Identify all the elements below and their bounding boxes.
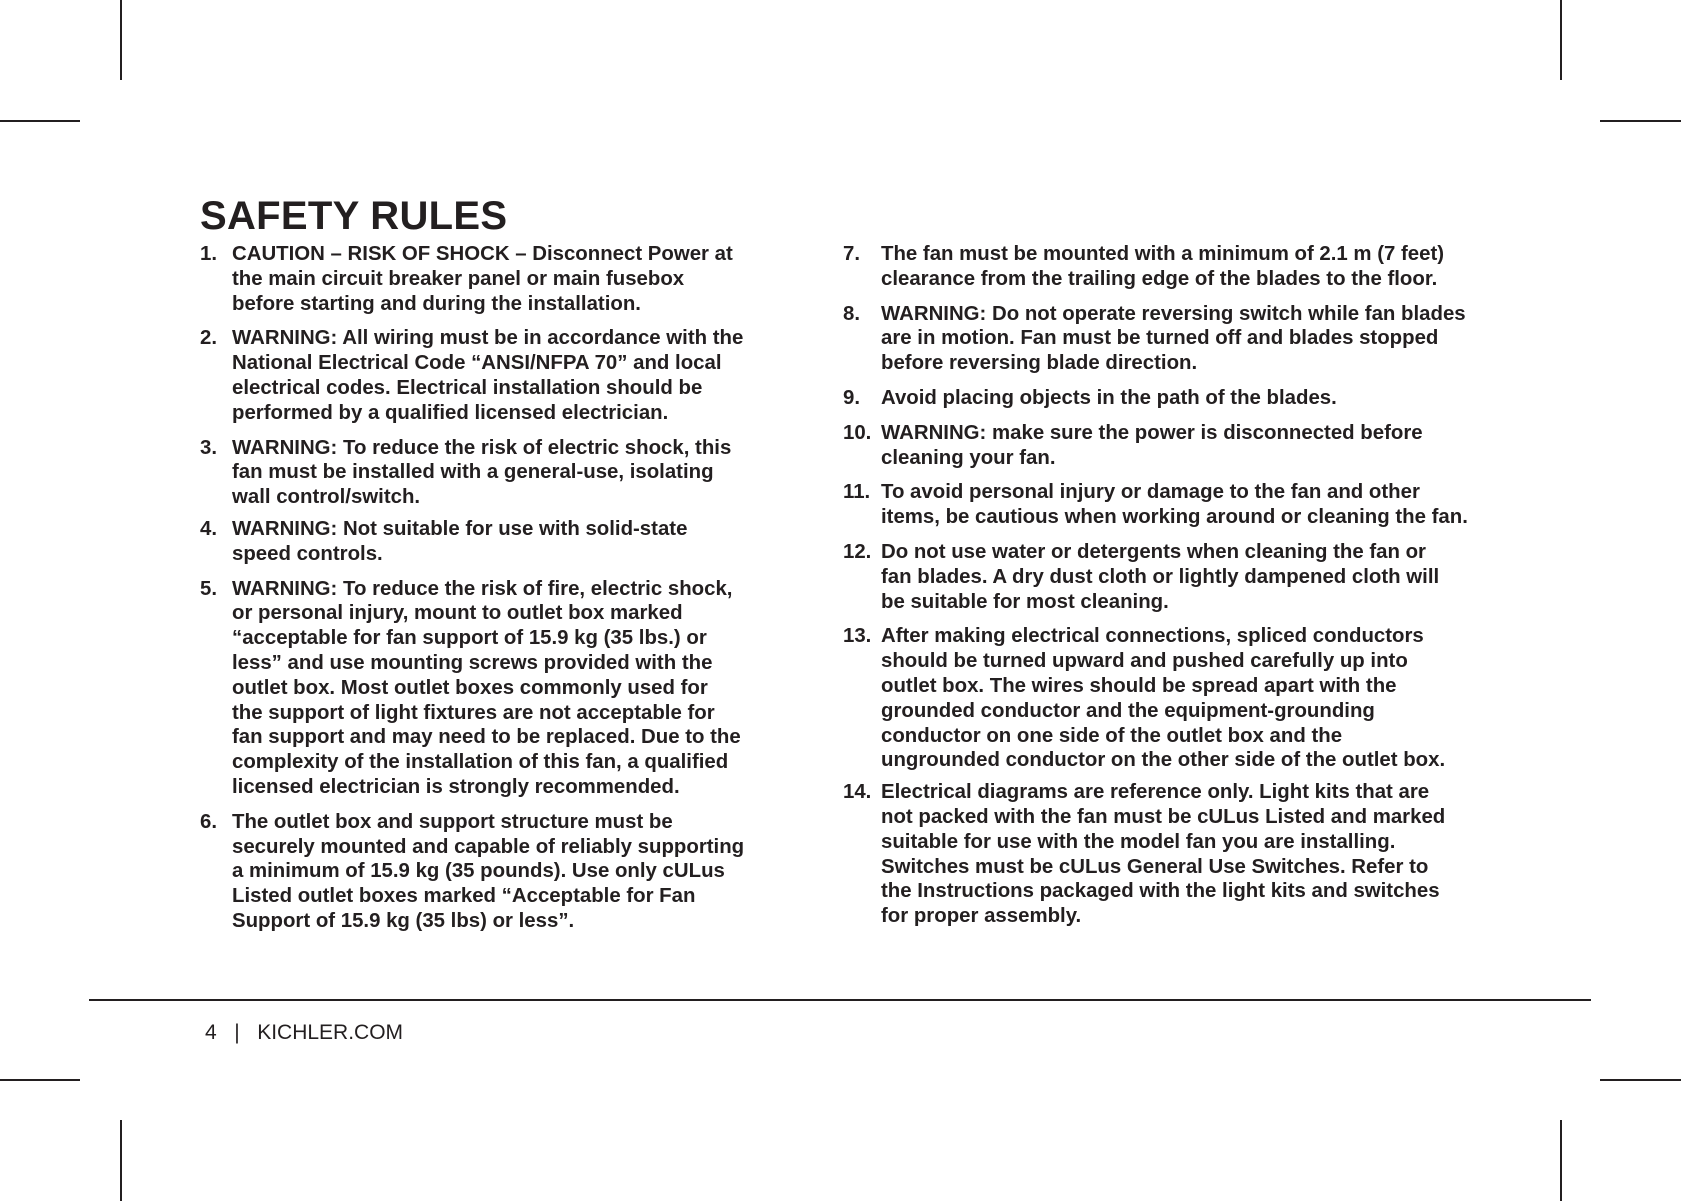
rule-number: 6. <box>200 810 218 833</box>
page-title: SAFETY RULES <box>200 194 508 238</box>
rule-number: 8. <box>843 302 861 325</box>
footer-divider <box>89 999 1591 1001</box>
rule-number: 5. <box>200 577 218 600</box>
safety-rule-item <box>200 242 800 316</box>
rule-number: 10. <box>843 421 872 444</box>
safety-rule-item <box>843 386 1543 411</box>
crop-mark <box>120 0 122 80</box>
page-footer <box>205 1021 403 1045</box>
rule-number: 2. <box>200 327 218 350</box>
rule-text: The outlet box and support structure must be securely mounted and capable of reliably supporting a minimum of 15.9 kg (35 pounds). Use only cULus Listed outlet boxes marked “Acceptable for Fan Support of 15.9 kg (35 lbs) or less”. <box>232 810 745 932</box>
safety-rule-item <box>843 624 1543 773</box>
crop-mark <box>1560 0 1562 80</box>
crop-mark <box>120 1120 122 1201</box>
rule-text: Avoid placing objects in the path of the blades. <box>881 386 1337 409</box>
rule-text: WARNING: All wiring must be in accordance with the National Electrical Code “ANSI/NFPA 70” and local electrical codes. Electrical installation should be performed by a qualified licensed electrician. <box>232 327 744 424</box>
safety-rule-item <box>200 326 800 425</box>
rule-number: 12. <box>843 540 872 563</box>
crop-mark <box>1600 1079 1681 1081</box>
rule-text: The fan must be mounted with a minimum of 2.1 m (7 feet) clearance from the trailing edge of the blades to the floor. <box>881 243 1445 290</box>
safety-rules-left-column <box>200 242 800 934</box>
rule-text: WARNING: To reduce the risk of fire, electric shock, or personal injury, mount to outlet box marked “acceptable for fan support of 15.9 kg (35 lbs.) or less” and use mounting screws provided with the outlet box. Most outlet boxes commonly used for the support of light fixtures are not acceptable for fan support and may need to be replaced. Due to the complexity of the installation of this fan, a qualified licensed electrician is strongly recommended. <box>232 577 741 798</box>
safety-rule-item <box>843 780 1543 929</box>
rule-number: 1. <box>200 243 218 265</box>
rule-number: 7. <box>843 243 861 265</box>
crop-mark <box>0 120 80 122</box>
safety-rule-item <box>843 540 1543 614</box>
safety-rule-item <box>200 577 800 800</box>
rule-text: WARNING: To reduce the risk of electric shock, this fan must be installed with a general-use, isolating wall control/switch. <box>232 436 732 509</box>
rule-number: 13. <box>843 625 872 648</box>
rule-number: 4. <box>200 517 218 540</box>
safety-rule-item <box>843 421 1543 471</box>
rule-number: 11. <box>843 481 871 504</box>
rule-text: WARNING: Not suitable for use with solid-state speed controls. <box>232 517 688 565</box>
safety-rule-item <box>843 480 1543 530</box>
safety-rule-item <box>843 302 1543 376</box>
rule-text: CAUTION – RISK OF SHOCK – Disconnect Power at the main circuit breaker panel or main fusebox before starting and during the installation. <box>232 243 733 315</box>
rule-text: WARNING: make sure the power is disconnected before cleaning your fan. <box>881 421 1423 469</box>
footer-site-link[interactable]: KICHLER.COM <box>257 1021 404 1044</box>
rule-number: 9. <box>843 386 861 409</box>
page-number: 4 <box>205 1021 217 1044</box>
safety-rule-item <box>200 436 800 510</box>
rule-number: 3. <box>200 436 218 459</box>
crop-mark <box>0 1079 80 1081</box>
rule-text: WARNING: Do not operate reversing switch while fan blades are in motion. Fan must be turned off and blades stopped before reversing blade direction. <box>881 302 1466 375</box>
footer-separator: | <box>234 1021 240 1044</box>
safety-rule-item <box>200 517 800 567</box>
crop-mark <box>1600 120 1681 122</box>
rule-number: 14. <box>843 781 872 804</box>
safety-rule-item <box>200 810 800 934</box>
rule-text: Electrical diagrams are reference only. Light kits that are not packed with the fan must be cULus Listed and marked suitable for use with the model fan you are installing. Switches must be cULus General Use Switches. Refer to the Instructions packaged with the light kits and switches for proper assembly. <box>881 781 1446 928</box>
rule-text: Do not use water or detergents when cleaning the fan or fan blades. A dry dust cloth or lightly dampened cloth will be suitable for most cleaning. <box>881 540 1440 613</box>
crop-mark <box>1560 1120 1562 1201</box>
safety-rules-right-column <box>843 242 1543 929</box>
safety-rule-item <box>843 242 1543 292</box>
rule-text: After making electrical connections, spliced conductors should be turned upward and pushed carefully up into outlet box. The wires should be spread apart with the grounded conductor and the equipment-grounding conductor on one side of the outlet box and the ungrounded conductor on the other side of the outlet box. <box>881 625 1446 772</box>
rule-text: To avoid personal injury or damage to the fan and other items, be cautious when working around or cleaning the fan. <box>881 481 1468 529</box>
